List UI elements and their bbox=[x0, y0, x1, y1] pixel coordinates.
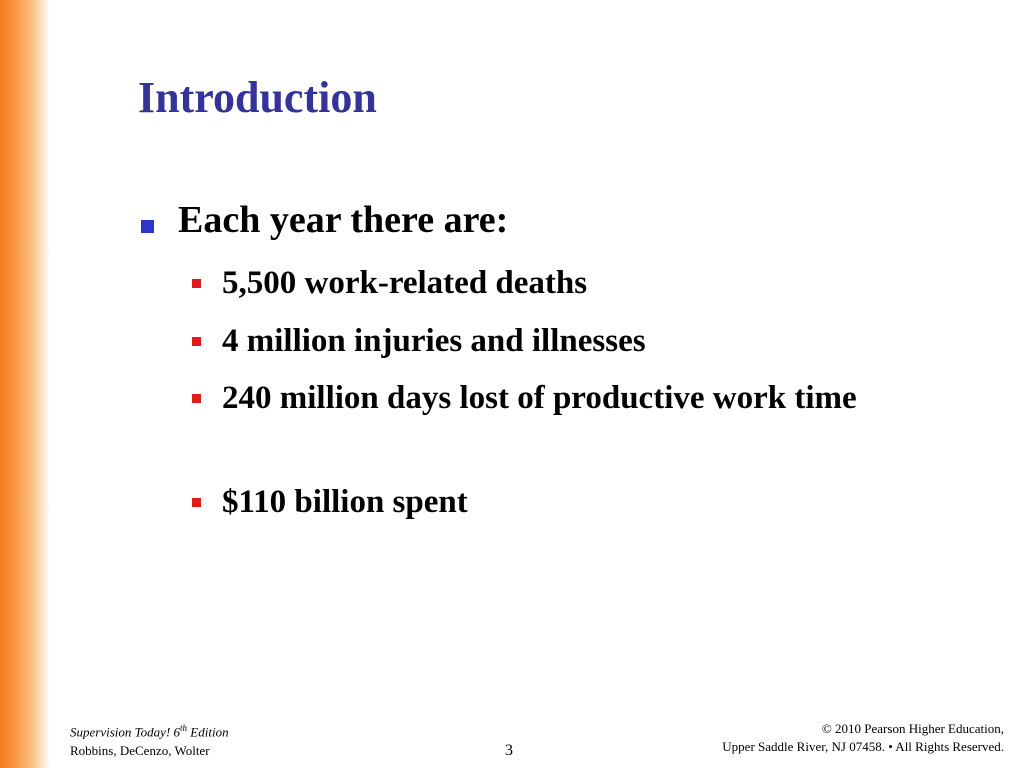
bullet-square-icon bbox=[192, 394, 201, 403]
bullet-square-icon bbox=[192, 279, 201, 288]
footer-book-info bbox=[70, 722, 229, 760]
decorative-side-band bbox=[0, 0, 50, 768]
sub-bullet-item: 4 million injuries and illnesses bbox=[222, 323, 646, 359]
sub-bullet-item: 5,500 work-related deaths bbox=[222, 265, 588, 301]
footer-authors: Robbins, DeCenzo, Wolter bbox=[70, 742, 210, 758]
copyright-line-1: © 2010 Pearson Higher Education, bbox=[821, 721, 1004, 736]
book-title: Supervision Today! 6 bbox=[70, 724, 181, 740]
edition-suffix: Edition bbox=[187, 724, 229, 740]
edition-superscript: th bbox=[180, 723, 188, 733]
footer-copyright bbox=[722, 720, 1004, 756]
bullet-square-icon bbox=[192, 498, 201, 507]
page-number: 3 bbox=[505, 742, 513, 759]
copyright-line-2: Upper Saddle River, NJ 07458. • All Rights Reserved. bbox=[722, 739, 1004, 755]
bullet-square-icon bbox=[192, 337, 201, 346]
bullet-square-icon bbox=[141, 220, 154, 233]
footer-book-title bbox=[70, 722, 229, 742]
slide-title: Introduction bbox=[138, 73, 377, 122]
bullet-level1: Each year there are: bbox=[178, 199, 509, 241]
sub-bullet-item: $110 billion spent bbox=[222, 484, 468, 520]
sub-bullet-item: 240 million days lost of productive work time bbox=[222, 380, 857, 416]
